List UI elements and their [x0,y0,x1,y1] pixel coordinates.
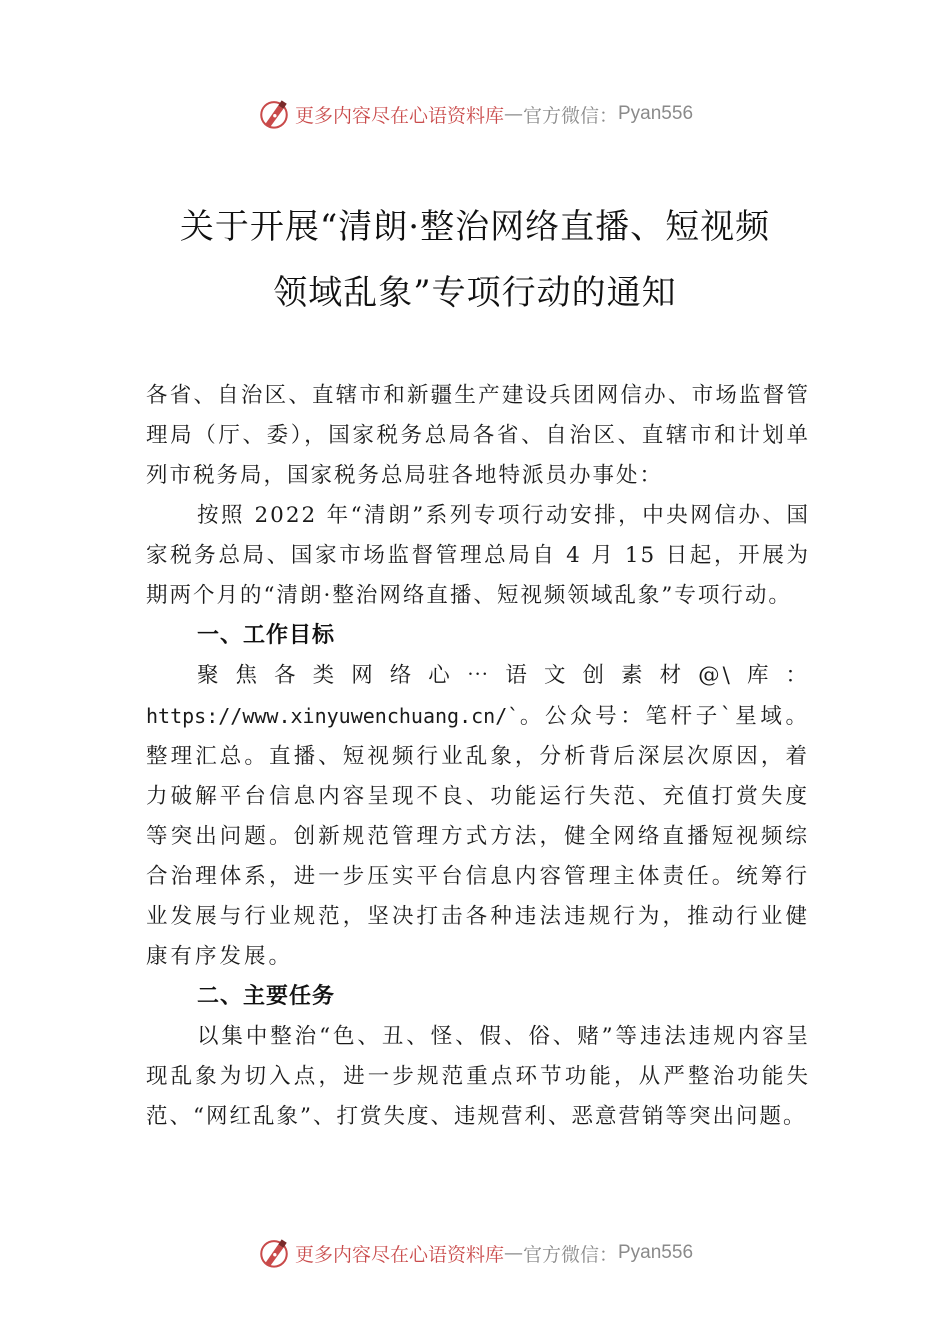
watermark-label: 官方微信： [522,1243,618,1266]
goals-text-lead: 聚焦各类网络心⋯语文创素材@\库： [197,663,810,688]
footer-watermark [0,1233,950,1273]
watermark-brand: 更多内容尽在心语资料库 [294,1243,504,1266]
watermark-brand: 更多内容尽在心语资料库 [294,104,504,127]
watermark-separator: — [503,103,523,125]
watermark-wechat-id: Pyan556 [618,1242,694,1263]
document-body [146,376,810,1137]
document-title-line-1: 关于开展“清朗·整治网络直播、短视频 [179,207,771,247]
pen-nib-icon [257,1236,291,1270]
salutation-paragraph: 各省、自治区、直辖市和新疆生产建设兵团网信办、市场监督管理局（厅、委），国家税务总局各省、自治区、直辖市和计划单列市税务局，国家税务总局驻各地特派员办事处： [146,383,810,488]
header-watermark [0,94,950,134]
intro-paragraph: 按照 2022 年“清朗”系列专项行动安排，中央网信办、国家税务总局、国家市场监督管理总局自 4 月 15 日起，开展为期两个月的“清朗·整治网络直播、短视频领域乱象”专项行动。 [146,503,810,608]
watermark-separator: — [503,1242,523,1264]
section-heading-goals: 一、工作目标 [197,623,336,648]
goals-paragraph [146,656,810,977]
source-url-text: https://www.xinyuwenchuang.cn/` [146,704,520,728]
watermark-label: 官方微信： [522,104,618,127]
goals-text-main: 。公众号：笔杆子`星域。整理汇总。直播、短视频行业乱象，分析背后深层次原因，着力破解平台信息内容呈现不良、功能运行失范、充值打赏失度等突出问题。创新规范管理方式方法，健全网络直播短视频综合治理体系，进一步压实平台信息内容管理主体责任。统筹行业发展与行业规范，坚决打击各种违法违规行为，推动行业健康有序发展。 [146,704,810,969]
tasks-paragraph: 以集中整治“色、丑、怪、假、俗、赌”等违法违规内容呈现乱象为切入点，进一步规范重点环节功能，从严整治功能失范、“网红乱象”、打赏失度、违规营利、恶意营销等突出问题。 [146,1024,810,1129]
document-title-line-2: 领域乱象”专项行动的通知 [273,273,677,313]
pen-nib-icon [257,97,291,131]
section-heading-tasks: 二、主要任务 [197,984,336,1009]
watermark-wechat-id: Pyan556 [618,103,694,124]
